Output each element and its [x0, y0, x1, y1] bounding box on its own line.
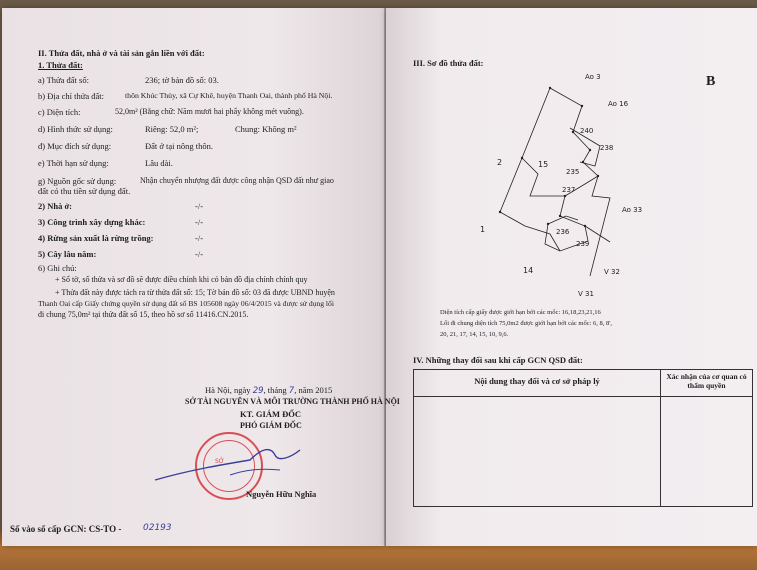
plot-number-label: a) Thửa đất số: — [38, 75, 89, 85]
map-label-1: 1 — [480, 225, 486, 234]
planted-forest-value: -/- — [195, 233, 204, 243]
usage-purpose-label: đ) Mục đích sử dụng: — [38, 141, 112, 151]
map-label-239: 239 — [576, 240, 590, 248]
usage-purpose-value: Đất ở tại nông thôn. — [145, 141, 213, 151]
usage-term-value: Lâu dài. — [145, 158, 173, 168]
note-line-1: + Sổ tờ, số thửa và sơ đồ sẽ được điều chỉnh khi có bản đồ địa chính chính quy — [55, 275, 308, 284]
map-label-237: 237 — [562, 186, 576, 194]
land-plot-heading: 1. Thửa đất: — [38, 60, 83, 70]
map-note-3: 20, 21, 17, 14, 15, 10, 9,6. — [440, 331, 509, 338]
date-suffix: , năm 2015 — [294, 385, 333, 395]
section-3-heading: III. Sơ đồ thửa đất: — [413, 58, 484, 68]
map-label-240: 240 — [580, 127, 594, 135]
signer-name: Nguyễn Hữu Nghĩa — [246, 489, 317, 499]
registry-number-label: Số vào sổ cấp GCN: CS-TO - — [10, 524, 122, 534]
other-construction-value: -/- — [195, 217, 204, 227]
map-label-v32: V 32 — [604, 268, 620, 276]
corner-mark: B — [706, 74, 716, 89]
map-label-v31: V 31 — [578, 290, 594, 298]
changes-table — [413, 369, 753, 507]
section-2-heading: II. Thửa đất, nhà ở và tài sản gắn liền với đất: — [38, 48, 205, 58]
kt-director: KT. GIÁM ĐỐC — [240, 409, 301, 419]
usage-source-continued: đất có thu tiền sử dụng đất. — [38, 186, 131, 196]
map-note-2: Lối đi chung diện tích 75,0m2 được giới hạn bởi các mốc: 6, 8, 8', — [440, 320, 613, 327]
deputy-director: PHÓ GIÁM ĐỐC — [240, 421, 302, 430]
usage-form-label: d) Hình thức sử dụng: — [38, 124, 113, 134]
map-label-14: 14 — [523, 266, 534, 275]
date-month: 7 — [288, 386, 295, 396]
map-label-238: 238 — [600, 144, 614, 152]
usage-private-value: Riêng: 52,0 m²; — [145, 124, 199, 134]
house-value: -/- — [195, 201, 204, 211]
section-4-heading: IV. Những thay đổi sau khi cấp GCN QSD đất: — [413, 355, 583, 365]
map-label-ao3: Ao 3 — [585, 73, 601, 81]
other-construction-label: 3) Công trình xây dựng khác: — [38, 217, 146, 227]
map-note-1: Diện tích cấp giấy được giới hạn bởi các mốc: 16,18,23,21,16 — [440, 309, 601, 316]
official-seal: SỞ — [195, 432, 263, 500]
area-label: c) Diện tích: — [38, 107, 81, 117]
registry-number-value: 02193 — [143, 523, 172, 533]
notes-label: 6) Ghi chú: — [38, 263, 77, 273]
date-mid: , tháng — [263, 385, 287, 395]
map-label-235: 235 — [566, 168, 580, 176]
map-label-ao33: Ao 33 — [622, 206, 643, 214]
house-label: 2) Nhà ở: — [38, 201, 72, 211]
date-day: 29 — [252, 386, 264, 396]
usage-shared-value: Chung: Không m² — [235, 124, 297, 134]
map-label-ao16: Ao 16 — [608, 100, 629, 108]
issue-date — [205, 385, 332, 396]
usage-source-value: Nhận chuyển nhượng đất được công nhận QSD đất như giao — [140, 176, 334, 185]
note-line-4: đi chung 75,0m² tại thửa đất số 15, theo hồ sơ số 11416.CN.2015. — [38, 310, 249, 319]
note-line-3: Thanh Oai cấp Giấy chứng quyền sử dụng đất số BS 105608 ngày 06/4/2015 và được sử dụng lối — [38, 299, 334, 308]
plot-number-value: 236; tờ bản đồ số: 03. — [145, 75, 219, 85]
planted-forest-label: 4) Rừng sản xuất là rừng trồng: — [38, 233, 154, 243]
date-prefix: Hà Nội, ngày — [205, 385, 251, 395]
plot-address-label: b) Địa chỉ thửa đất: — [38, 91, 104, 101]
area-value: 52,0m² (Bằng chữ: Năm mươi hai phẩy không mét vuông). — [115, 107, 304, 116]
map-label-236: 236 — [556, 228, 570, 236]
signature-mark — [150, 440, 310, 490]
plot-address-value: thôn Khúc Thủy, xã Cự Khê, huyện Thanh Oai, thành phố Hà Nội. — [125, 91, 333, 100]
usage-source-label: g) Nguồn gốc sử dụng: — [38, 176, 117, 186]
usage-term-label: e) Thời hạn sử dụng: — [38, 158, 109, 168]
perennial-trees-label: 5) Cây lâu năm: — [38, 249, 97, 259]
map-label-2: 2 — [497, 158, 503, 167]
changes-column-confirmation: Xác nhận của cơ quan có thẩm quyền — [666, 372, 747, 390]
perennial-trees-value: -/- — [195, 249, 204, 259]
issuing-agency: SỞ TÀI NGUYÊN VÀ MÔI TRƯỜNG THÀNH PHỐ HÀ NỘI — [185, 397, 400, 406]
map-label-15: 15 — [538, 160, 549, 169]
changes-column-content: Nội dung thay đổi và cơ sở pháp lý — [474, 376, 600, 386]
note-line-2: + Thửa đất này được tách ra từ thửa đất số: 15; Tờ bản đồ số: 03 đã được UBND huyện — [55, 288, 335, 297]
